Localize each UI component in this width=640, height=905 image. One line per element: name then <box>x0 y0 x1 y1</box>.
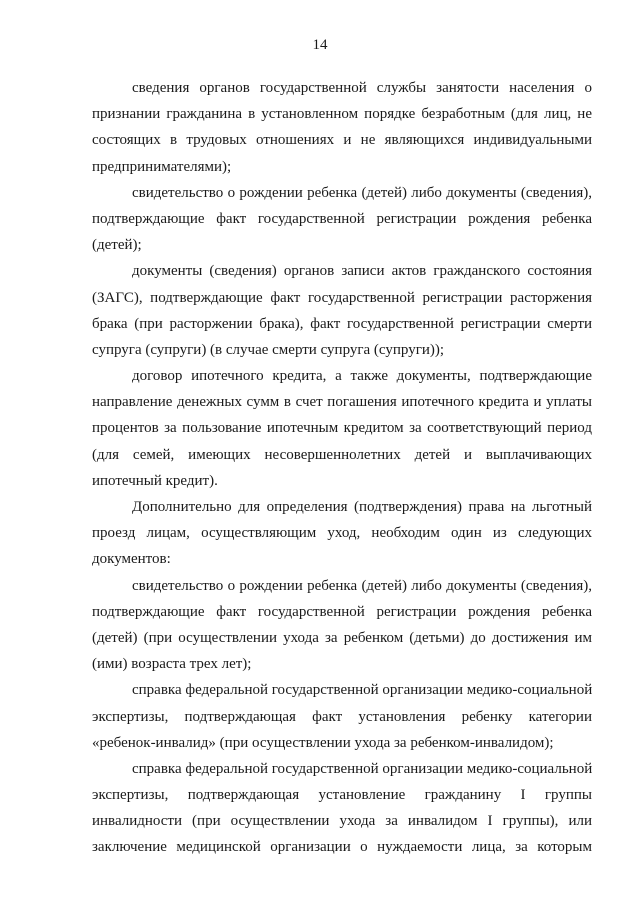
text-line: супруга (супруги) (в случае смерти супруга (супруги)); <box>92 341 445 358</box>
paragraph-employment-info <box>92 75 592 180</box>
text-line: состоящих в трудовых отношениях и не являющихся индивидуальными <box>92 132 592 149</box>
text-line: направление денежных сумм в счет погашения ипотечного кредита и уплаты <box>92 394 592 411</box>
text-line: документы (сведения) органов записи актов гражданского состояния <box>132 263 592 280</box>
text-line: заключение медицинской организации о нуждаемости лица, за которым <box>92 839 592 856</box>
text-line: ипотечный кредит). <box>92 472 218 489</box>
text-line: (ЗАГС), подтверждающие факт государственной регистрации расторжения <box>92 289 592 306</box>
text-line: экспертизы, подтверждающая факт установления ребенку категории <box>92 708 592 725</box>
text-line: Дополнительно для определения (подтверждения) права на льготный <box>132 499 592 515</box>
text-line: экспертизы, подтверждающая установление гражданину I группы <box>92 787 592 804</box>
paragraph-caregiver-intro <box>92 494 592 573</box>
text-line: брака (при расторжении брака), факт государственной регистрации смерти <box>92 315 592 332</box>
paragraph-disability-group-one <box>92 756 592 861</box>
text-line: (для семей, имеющих несовершеннолетних детей и выплачивающих <box>92 446 592 463</box>
text-line: (детей); <box>92 237 142 254</box>
text-line: процентов за пользование ипотечным кредитом за соответствующий период <box>92 420 592 437</box>
text-line: документов: <box>92 551 171 568</box>
text-line: свидетельство о рождении ребенка (детей) либо документы (сведения), <box>132 577 592 594</box>
paragraph-mortgage <box>92 363 592 494</box>
text-line: справка федеральной государственной организации медико-социальной <box>132 760 593 777</box>
text-line: (детей) (при осуществлении ухода за ребенком (детьми) до достижения им <box>92 629 592 646</box>
text-line: подтверждающие факт государственной регистрации рождения ребенка <box>92 603 592 620</box>
text-line: проезд лицам, осуществляющим уход, необходим один из следующих <box>92 525 592 542</box>
text-line: признании гражданина в установленном порядке безработным (для лиц, не <box>92 106 592 123</box>
paragraph-birth-certificate <box>92 180 592 259</box>
text-line: договор ипотечного кредита, а также документы, подтверждающие <box>132 368 592 385</box>
paragraph-civil-registry <box>92 258 592 363</box>
document-body <box>92 75 592 861</box>
text-line: подтверждающие факт государственной регистрации рождения ребенка <box>92 210 592 227</box>
text-line: (ими) возраста трех лет); <box>92 656 252 673</box>
text-line: предпринимателями); <box>92 158 232 175</box>
paragraph-disabled-child <box>92 677 592 756</box>
paragraph-child-care-certificate <box>92 573 592 678</box>
page-number: 14 <box>312 37 328 53</box>
text-line: инвалидности (при осуществлении ухода за инвалидом I группы), или <box>92 813 592 830</box>
text-line: «ребенок-инвалид» (при осуществлении ухода за ребенком-инвалидом); <box>92 734 554 751</box>
text-line: сведения органов государственной службы занятости населения о <box>132 80 592 96</box>
text-line: свидетельство о рождении ребенка (детей) либо документы (сведения), <box>132 184 592 201</box>
text-line: справка федеральной государственной организации медико-социальной <box>132 682 593 699</box>
